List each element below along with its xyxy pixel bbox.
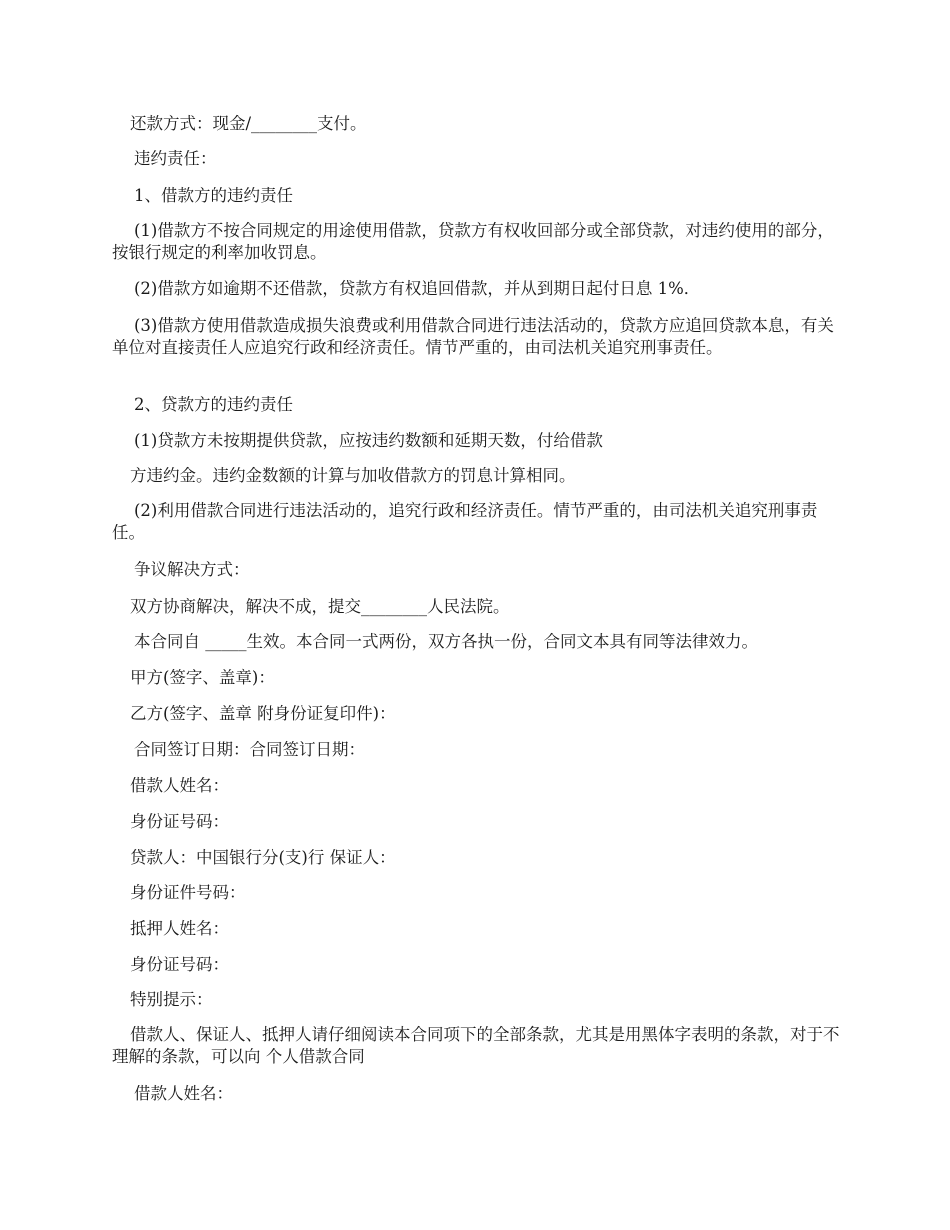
borrower-clause-3: (3)借款方使用借款造成损失浪费或利用借款合同进行违法活动的，贷款方应追回贷款本息，有关单位对直接责任人应追究行政和经济责任。情节严重的，由司法机关追究刑事责任。 <box>112 316 834 357</box>
lender-clause-1: (1)贷款方未按期提供贷款，应按违约数额和延期天数，付给借款 <box>134 431 603 450</box>
borrower-breach-heading: 1、借款方的违约责任 <box>134 186 293 205</box>
id-number-field: 身份证号码： <box>130 812 229 831</box>
borrower-name-field-2: 借款人姓名： <box>134 1084 233 1103</box>
effective-clause: 本合同自 _____生效。本合同一式两份，双方各执一份，合同文本具有同等法律效力。 <box>134 632 758 651</box>
mortgagor-name-field: 抵押人姓名： <box>130 919 229 938</box>
borrower-name-field: 借款人姓名： <box>130 776 229 795</box>
borrower-clause-1: (1)借款方不按合同规定的用途使用借款，贷款方有权收回部分或全部贷款，对违约使用的部分，按银行规定的利率加收罚息。 <box>112 221 834 262</box>
mortgagor-id-field: 身份证号码： <box>130 955 229 974</box>
special-notice-text: 借款人、保证人、抵押人请仔细阅读本合同项下的全部条款，尤其是用黑体字表明的条款，对于不理解的条款，可以向 个人借款合同 <box>112 1025 840 1066</box>
signing-date: 合同签订日期：合同签订日期： <box>134 740 365 759</box>
dispute-resolution: 双方协商解决，解决不成，提交________人民法院。 <box>130 597 510 616</box>
lender-clause-1-cont: 方违约金。违约金数额的计算与加收借款方的罚息计算相同。 <box>130 466 576 485</box>
party-a-signature: 甲方(签字、盖章)： <box>130 668 275 687</box>
breach-liability-heading: 违约责任： <box>134 149 217 168</box>
borrower-clause-2: (2)借款方如逾期不还借款，贷款方有权追回借款，并从到期日起付日息 1%． <box>134 279 701 298</box>
lender-clause-2: (2)利用借款合同进行违法活动的，追究行政和经济责任。情节严重的，由司法机关追究刑事责任。 <box>112 501 818 542</box>
id-document-number-field: 身份证件号码： <box>130 883 246 902</box>
repayment-method: 还款方式：现金/________支付。 <box>130 114 367 133</box>
lender-breach-heading: 2、贷款方的违约责任 <box>134 395 293 414</box>
special-notice-heading: 特别提示： <box>130 990 213 1009</box>
lender-guarantor-field: 贷款人：中国银行分(支)行 保证人： <box>130 848 396 867</box>
party-b-signature: 乙方(签字、盖章 附身份证复印件)： <box>130 704 396 723</box>
dispute-heading: 争议解决方式： <box>134 560 250 579</box>
